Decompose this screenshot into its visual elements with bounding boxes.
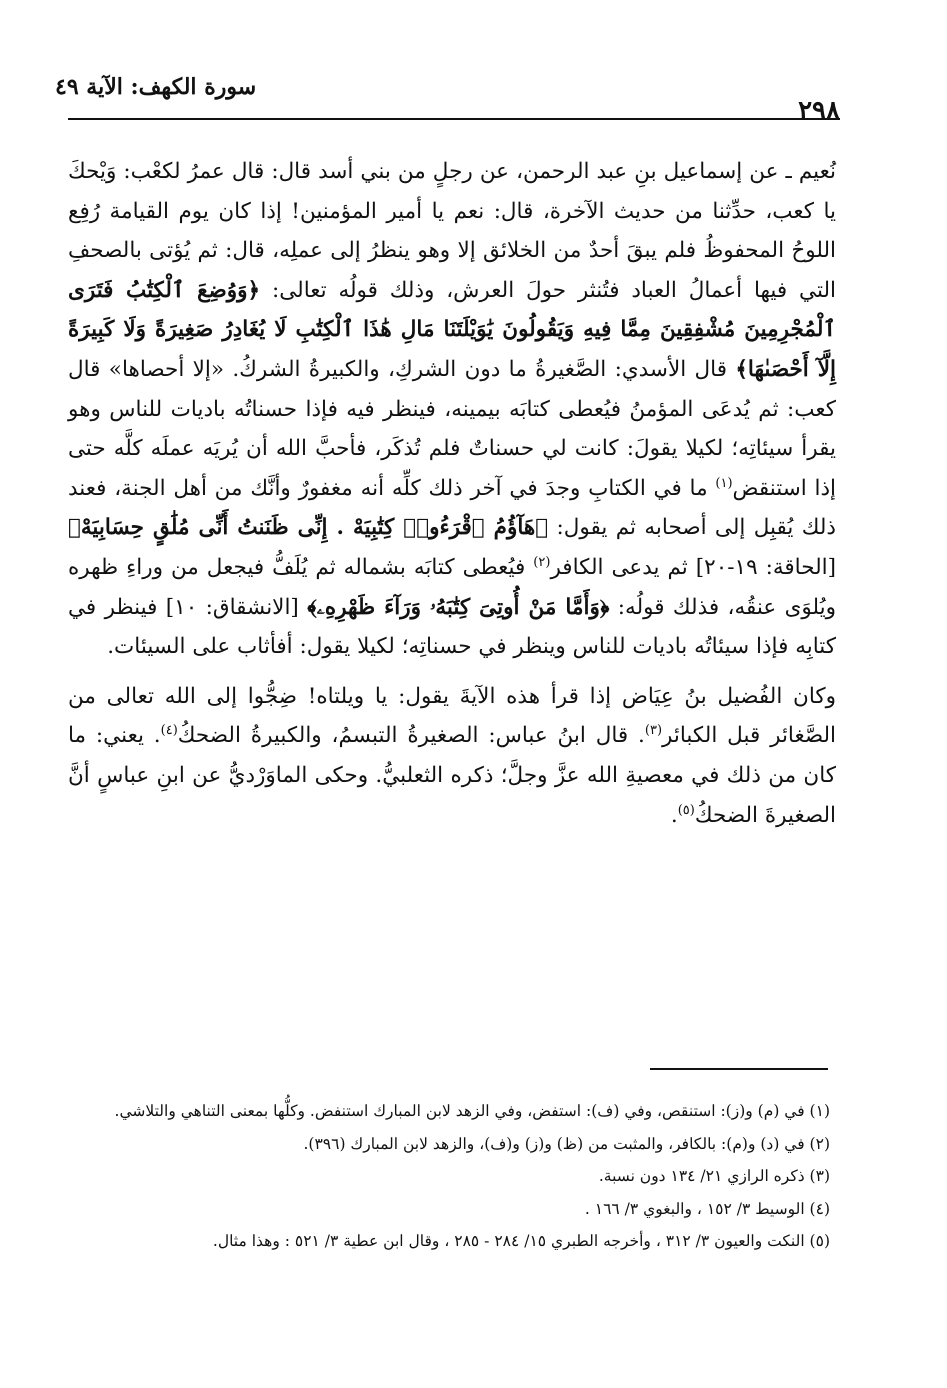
text-run: [الانشقاق: ١٠] فينظر في كتابِه فإذا سيئاتُه باديات للناس وينظر في حسناتِه؛ لكيلا يقول: أفأثاب على السيئات. xyxy=(68,594,836,660)
text-run: . xyxy=(670,802,678,828)
quran-verse: ﴿وَوُضِعَ ٱلْكِتَٰبُ فَتَرَى ٱلْمُجْرِمِينَ مُشْفِقِينَ مِمَّا فِيهِ وَيَقُولُونَ يَٰوَيْلَتَنَا مَالِ هَٰذَا ٱلْكِتَٰبِ لَا يُغَادِرُ صَغِيرَةً وَلَا كَبِيرَةً إِلَّآ أَحْصَىٰهَا﴾ xyxy=(68,277,836,382)
quran-verse: ﴿وَأَمَّا مَنْ أُوتِىَ كِتَٰبَهُۥ وَرَآءَ ظَهْرِهِۦ﴾ xyxy=(307,594,610,620)
footnote-3: (٣) ذكره الرازي ٢١/ ١٣٤ دون نسبة. xyxy=(598,1167,830,1185)
text-run: . يعني: ما كان من ذلك في معصيةِ الله عزَّ وجلَّ؛ ذكره الثعلبيُّ. وحكى الماوَرْديُّ عن ابنِ عباسٍ أنَّ الصغيرةَ الضحكُ xyxy=(68,723,836,828)
text-run: قال الأسدي: الصَّغيرةُ ما دون الشركِ، والكبيرةُ الشركُ. «إلا أحصاها» قال كعب: ثم يُدعَى المؤمنُ فيُعطى كتابَه بيمينه، فينظر فيه فإذا حسناتُه باديات للناس وهو يقرأ سيئاتِه؛ لكيلا يقولَ: كانت لي حسناتٌ فلم تُذكَر، فأحبَّ الله أن يُريَه عملَه كلَّه حتى إذا استنقض xyxy=(68,356,836,501)
footnote-ref[interactable]: (٣) xyxy=(644,723,663,739)
body-text xyxy=(68,152,836,835)
text-run: نُعيم ـ عن إسماعيل بنِ عبد الرحمن، عن رجلٍ من بني أسد قال: قال عمرُ لكعْب: وَيْحكَ يا كعب، حدِّثنا من حديث الآخرة، قال: نعم يا أمير المؤمنين! إذا كان يوم القيامة رُفِع اللوحُ المحفوظُ فلم يبقَ أحدٌ من الخلائق إلا وهو ينظرُ إلى عملِه، قال: ثم يُؤتى بالصحفِ التي فيها أعمالُ العباد فتُنثر حولَ العرش، وذلك قولُه تعالى: xyxy=(68,159,836,303)
page-header xyxy=(55,70,840,126)
text-run: [الحاقة: ١٩-٢٠] ثم يدعى الكافر xyxy=(550,554,837,580)
footnote-5: (٥) النكت والعيون ٣/ ٣١٢ ، وأخرجه الطبري ١٥/ ٢٨٤ - ٢٨٥ ، وقال ابن عطية ٣/ ٥٢١ : وهذا مثال. xyxy=(212,1232,830,1250)
paragraph xyxy=(68,152,836,667)
text-run: . قال ابنُ عباس: الصغيرةُ التبسمُ، والكبيرةُ الضحكُ xyxy=(177,723,645,749)
footnote-ref[interactable]: (٢) xyxy=(533,554,551,570)
page-number: ٢٩٨ xyxy=(798,96,840,126)
text-run: فيُعطى كتابَه بشماله ثم يُلَفُّ فيجعل من وراءِ ظهره ويُلوَى عنقُه، فذلك قولُه: xyxy=(68,554,837,620)
text-run: ما في الكتابِ وجدَ في آخر ذلك كلِّه أنه مغفورٌ وأنَّك من أهل الجنة، فعند ذلك يُقبِل إلى أصحابه ثم يقول: xyxy=(68,475,836,541)
text-run: وكان الفُضيل بنُ عِيَاض إذا قرأ هذه الآيةَ يقول: يا ويلتاه! ضِجُّوا إلى الله تعالى من الصَّغائر قبل الكبائر xyxy=(68,683,837,749)
footnote-4: (٤) الوسيط ٣/ ١٥٢ ، والبغوي ٣/ ١٦٦ . xyxy=(584,1199,830,1218)
footnote-1: (١) في (م) و(ز): استنقص، وفي (ف): استفض، وفي الزهد لابن المبارك استنفض. وكلُّها بمعنى التناهي والتلاشي. xyxy=(114,1102,830,1120)
footnote-rule xyxy=(650,1068,828,1070)
footnote-ref[interactable]: (٤) xyxy=(160,723,178,739)
header-rule xyxy=(68,118,840,120)
footnote-ref[interactable]: (٥) xyxy=(677,802,695,818)
footnotes xyxy=(60,1098,830,1261)
footnote-2: (٢) في (د) و(م): بالكافر، والمثبت من (ظ) و(ز) و(ف)، والزهد لابن المبارك (٣٩٦). xyxy=(303,1134,830,1153)
running-head: سورة الكهف: الآية ٤٩ xyxy=(55,74,257,100)
paragraph xyxy=(68,677,836,835)
footnote-ref[interactable]: (١) xyxy=(715,475,733,491)
quran-verse: ﴿هَآؤُمُ ٱقْرَءُوا۟ كِتَٰبِيَهْ . إِنِّى ظَنَنتُ أَنِّى مُلَٰقٍ حِسَابِيَهْ﴾ xyxy=(68,515,549,541)
